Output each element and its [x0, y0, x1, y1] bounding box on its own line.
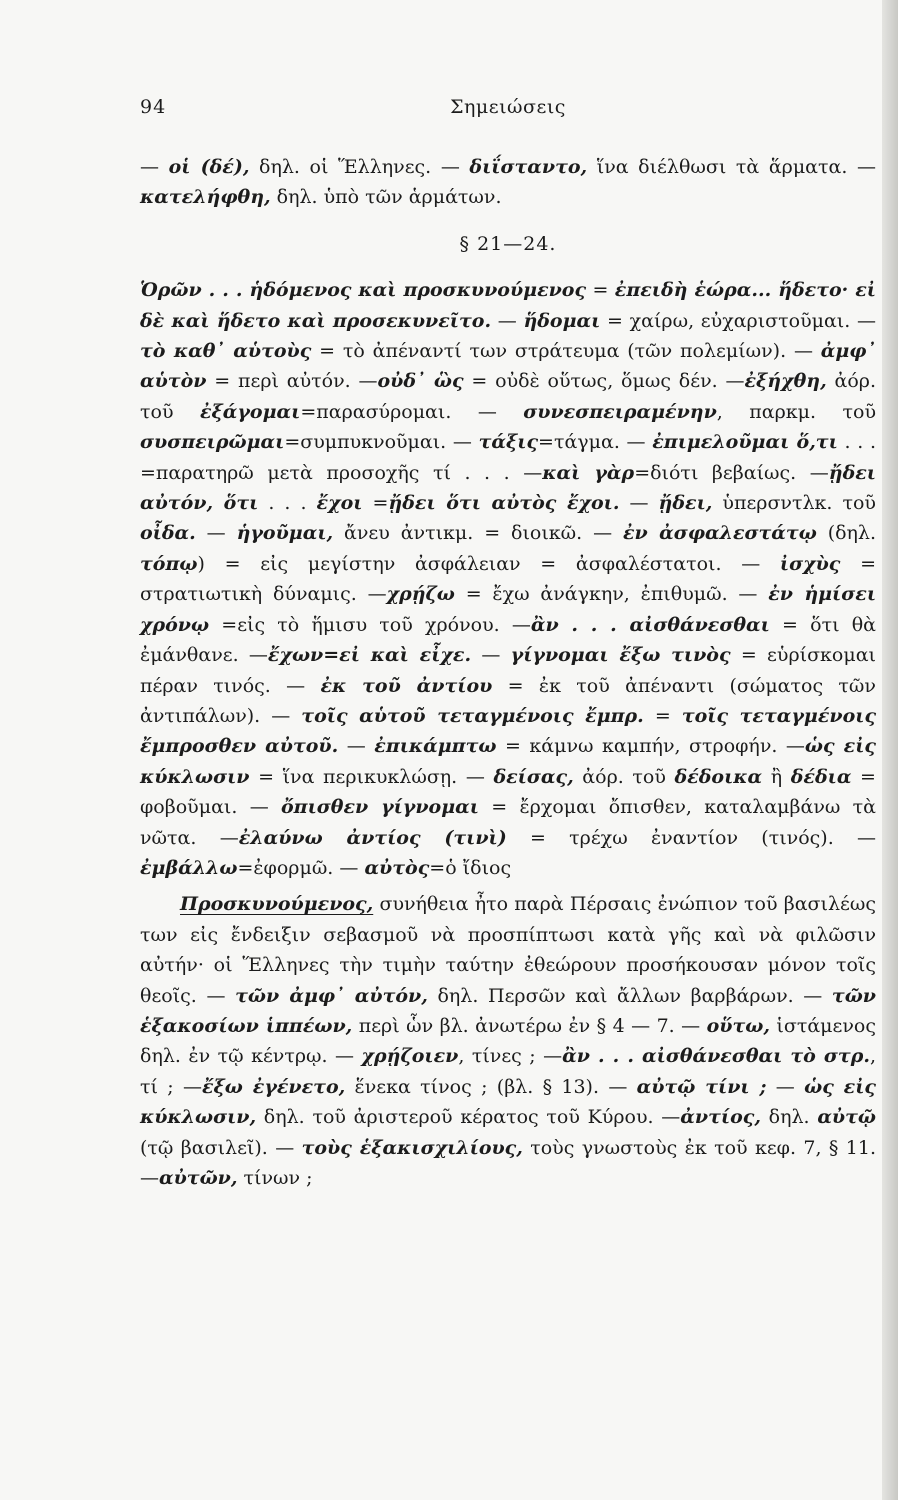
lemma-term: ᾔδει ὅτι αὐτὸς ἔχοι. [388, 492, 620, 515]
gloss-text: ἕνεκα τίνος ; (βλ. § 13). — [345, 1075, 637, 1098]
page-header [140, 96, 876, 126]
lemma-term: καὶ γὰρ [542, 461, 635, 484]
lemma-term: χρῄζοιεν [361, 1045, 459, 1068]
gloss-text: ἵνα διέλθωσι τὰ ἅρματα. — [587, 156, 876, 178]
lemma-term: συνεσπειραμένην [523, 400, 717, 423]
lemma-term: κατελήφθη, [140, 186, 271, 209]
lemma-term: διΐσταντο, [469, 156, 588, 178]
lemma-term: τοῖς τεταγμένοις ἔμπροσθεν αὐτοῦ. [140, 704, 877, 758]
lemma-term: οἱ (δέ), [168, 156, 250, 178]
lemma-term: συσπειρῶμαι [140, 431, 285, 454]
notes-body [140, 152, 876, 1193]
gloss-text: = τὸ ἀπέναντί των στράτευμα (τῶν πολεμίων). — [311, 340, 821, 363]
lemma-term: ἐξάγομαι [199, 400, 301, 423]
lemma-term: ὡς εἰς κύκλωσιν [140, 735, 876, 788]
lemma-term: αὐτῷ [817, 1106, 876, 1129]
gloss-text: — [338, 735, 375, 758]
lemma-term: ἔχων=εἰ καὶ εἶχε. [267, 644, 472, 667]
gloss-text: = στρατιωτικὴ δύναμις. — [140, 552, 876, 606]
gloss-text: δηλ. ὑπὸ τῶν ἁρμάτων. [270, 186, 502, 209]
note-paragraph-2 [140, 275, 876, 883]
gloss-text: . . . =παρατηρῶ μετὰ προσοχῆς τί . . . — [140, 431, 876, 484]
lemma-term: τάξις [478, 431, 539, 454]
gloss-text: δηλ. [760, 1106, 818, 1129]
gloss-text: ὑπερσντλκ. τοῦ [712, 492, 876, 515]
lemma-term: ἐμβάλλω [140, 856, 238, 879]
lemma-term: ἔξω ἐγένετο, [202, 1075, 346, 1098]
gloss-text: = κάμνω καμπήν, στροφήν. — [496, 735, 805, 758]
gloss-text: ἀόρ. τοῦ [573, 765, 675, 788]
lemma-term: ὡς εἰς κύκλωσιν, [140, 1075, 876, 1129]
lemma-term: τοὺς ἑξακισχιλίους, [301, 1136, 523, 1159]
lemma-term: τὸ καθ᾽ αὑτοὺς [140, 340, 312, 363]
gloss-text: =εἰς τὸ ἥμισυ τοῦ χρόνου. — [209, 613, 531, 636]
lemma-term: γίγνομαι ἔξω τινὸς [510, 644, 731, 667]
gloss-text: τοὺς γνωστοὺς ἐκ τοῦ κεφ. 7, § 11. — [140, 1136, 876, 1189]
lemma-term: τῶν ἀμφ᾽ αὐτόν, [235, 984, 428, 1007]
lemma-term: ἐπιμελοῦμαι ὅ,τι [652, 431, 838, 454]
lemma-term: ἐπικάμπτω [374, 735, 497, 758]
gloss-text: — [766, 1075, 805, 1098]
lemma-term: τόπῳ [140, 552, 198, 575]
lemma-term: ἐξήχθη, [744, 370, 827, 393]
lemma-term: οἶδα. [140, 522, 196, 545]
lemma-term: ᾔδει αὐτόν, ὅτι [140, 461, 876, 515]
lemma-proskynoumenos: Προσκυνούμενος, [180, 893, 374, 916]
lemma-term: δείσας, [493, 765, 574, 788]
lemma-term: ἐκ τοῦ ἀντίου [320, 674, 493, 697]
lemma-term: τοῖς αὑτοῦ τεταγμένοις ἔμπρ. [301, 704, 644, 727]
gloss-text: — [491, 309, 524, 332]
gloss-text: = χαίρω, εὐχαριστοῦμαι. — [600, 309, 876, 332]
gloss-text: — [195, 522, 237, 545]
lemma-term: ἀντίος, [680, 1106, 761, 1129]
gloss-text: = τρέχω ἐναντίον (τινός). — [506, 826, 877, 849]
gloss-text: (τῷ βασιλεῖ). — [140, 1136, 302, 1159]
gloss-text: = [362, 492, 389, 515]
gloss-text: =συμπυκνοῦμαι. — [284, 431, 479, 454]
gloss-text: = φοβοῦμαι. — [140, 765, 876, 819]
gloss-text: τίνων ; [237, 1167, 313, 1189]
gloss-text: =παρασύρομαι. — [300, 400, 524, 423]
lemma-term: ἰσχὺς [779, 552, 841, 575]
page-edge-shadow [882, 0, 898, 1500]
gloss-text: ἀόρ. τοῦ [140, 370, 876, 423]
gloss-text: = περὶ αὐτόν. — [206, 370, 378, 393]
lemma-term: ὄπισθεν γίγνομαι [281, 796, 479, 819]
gloss-text: ) = εἰς μεγίστην ἀσφάλειαν = ἀσφαλέστατοι. — [197, 552, 780, 575]
lemma-term: αὐτὸς [364, 856, 430, 879]
lemma-term: ἐν ἡμίσει χρόνῳ [140, 583, 877, 636]
gloss-text: = ἔχω ἀνάγκην, ἐπιθυμῶ. — [454, 583, 769, 606]
lemma-term: ἐπειδὴ ἑώρα... ἥδετο· εἰ δὲ καὶ ἥδετο καὶ προσεκυνεῖτο. [140, 279, 876, 332]
lemma-term: ἔχοι [316, 492, 363, 515]
gloss-text: =ἐφορμῶ. — [237, 856, 365, 879]
gloss-text: =διότι βεβαίως. — [634, 461, 829, 484]
note-paragraph-1 [140, 152, 876, 213]
lemma-term: ἐν ἀσφαλεστάτῳ [622, 522, 817, 545]
lemma-term: δέδοικα [674, 765, 763, 788]
gloss-text: ἢ [762, 765, 791, 788]
gloss-text: = ἐκ τοῦ ἀπέναντι (σώματος τῶν ἀντιπάλων). — [140, 674, 876, 727]
lemma-term: ἥδομαι [523, 309, 601, 332]
gloss-text: = εὑρίσκομαι πέραν τινός. — [140, 644, 876, 697]
gloss-text: = [643, 704, 682, 727]
lemma-term: ἐλαύνω ἀντίος (τινὶ) [238, 826, 507, 849]
gloss-text: δηλ. οἱ Ἕλληνες. — [249, 156, 470, 178]
gloss-text: . . . [258, 492, 317, 515]
lemma-term: ἂν . . . αἰσθάνεσθαι [530, 613, 770, 636]
lemma-term: Ὁρῶν . . . ἡδόμενος καὶ προσκυνούμενος [140, 279, 587, 302]
section-heading: § 21—24. [459, 232, 557, 255]
gloss-text: = οὐδὲ οὕτως, ὅμως δέν. — [463, 370, 745, 393]
gloss-text: = ὅτι θὰ ἐμάνθανε. — [140, 613, 876, 667]
gloss-text: , τί ; — [140, 1045, 876, 1098]
lemma-term: οὐδ᾽ ὣς [377, 370, 464, 393]
lemma-term: χρῄζω [386, 583, 455, 606]
gloss-text: δηλ. Περσῶν καὶ ἄλλων βαρβάρων. — [427, 984, 832, 1007]
gloss-text: — [471, 644, 511, 667]
gloss-text: — [140, 156, 169, 178]
gloss-text: — [619, 492, 659, 515]
note-paragraph-3 [140, 889, 876, 1193]
lemma-term: δέδια [790, 765, 852, 788]
running-title: Σημειώσεις [450, 96, 566, 118]
gloss-text: = ἔρχομαι ὄπισθεν, καταλαμβάνω τὰ νῶτα. — [140, 796, 877, 849]
gloss-text: , παρκμ. τοῦ [716, 400, 876, 423]
lemma-term: οὕτω, [706, 1014, 770, 1037]
gloss-text: ἄνευ ἀντικμ. = διοικῶ. — [333, 522, 623, 545]
gloss-text: =τάγμα. — [538, 431, 653, 454]
page-number: 94 [140, 96, 167, 118]
note-paragraph-3-body [140, 893, 876, 1189]
lemma-term: αὐτῷ τίνι ; [636, 1075, 767, 1098]
gloss-text: περὶ ὧν βλ. ἀνωτέρω ἐν § 4 — 7. — [352, 1014, 707, 1037]
lemma-term: ᾔδει, [658, 492, 713, 515]
gloss-text: συνήθεια ἦτο παρὰ Πέρσαις ἐνώπιον τοῦ βασιλέως των εἰς ἔνδειξιν σεβασμοῦ νὰ προσπίπτωσι κατὰ γῆς καὶ νὰ φιλῶσιν αὐτήν· οἱ Ἕλληνες τὴν τιμὴν ταύτην ἐθεώρουν προσήκουσαν μόνον τοῖς θεοῖς. — [140, 893, 876, 1007]
lemma-term: ἂν . . . αἰσθάνεσθαι τὸ στρ. [562, 1045, 870, 1068]
gloss-text: = ἵνα περικυκλώσῃ. — [249, 765, 494, 788]
gloss-text: δηλ. τοῦ ἀριστεροῦ κέρατος τοῦ Κύρου. — [256, 1106, 681, 1129]
gloss-text: =ὁ ἴδιος [429, 856, 512, 879]
gloss-text: , τίνες ; — [458, 1045, 563, 1068]
lemma-term: τῶν ἑξακοσίων ἱππέων, [140, 984, 876, 1037]
gloss-text: = [586, 279, 615, 302]
lemma-term: ἡγοῦμαι, [236, 522, 334, 545]
gloss-text: (δηλ. [816, 522, 877, 545]
lemma-term: ἀμφ᾽ αὑτὸν [140, 340, 876, 393]
lemma-term: αὐτῶν, [159, 1167, 238, 1189]
gloss-text: ἱστάμενος δηλ. ἐν τῷ κέντρῳ. — [140, 1014, 876, 1068]
